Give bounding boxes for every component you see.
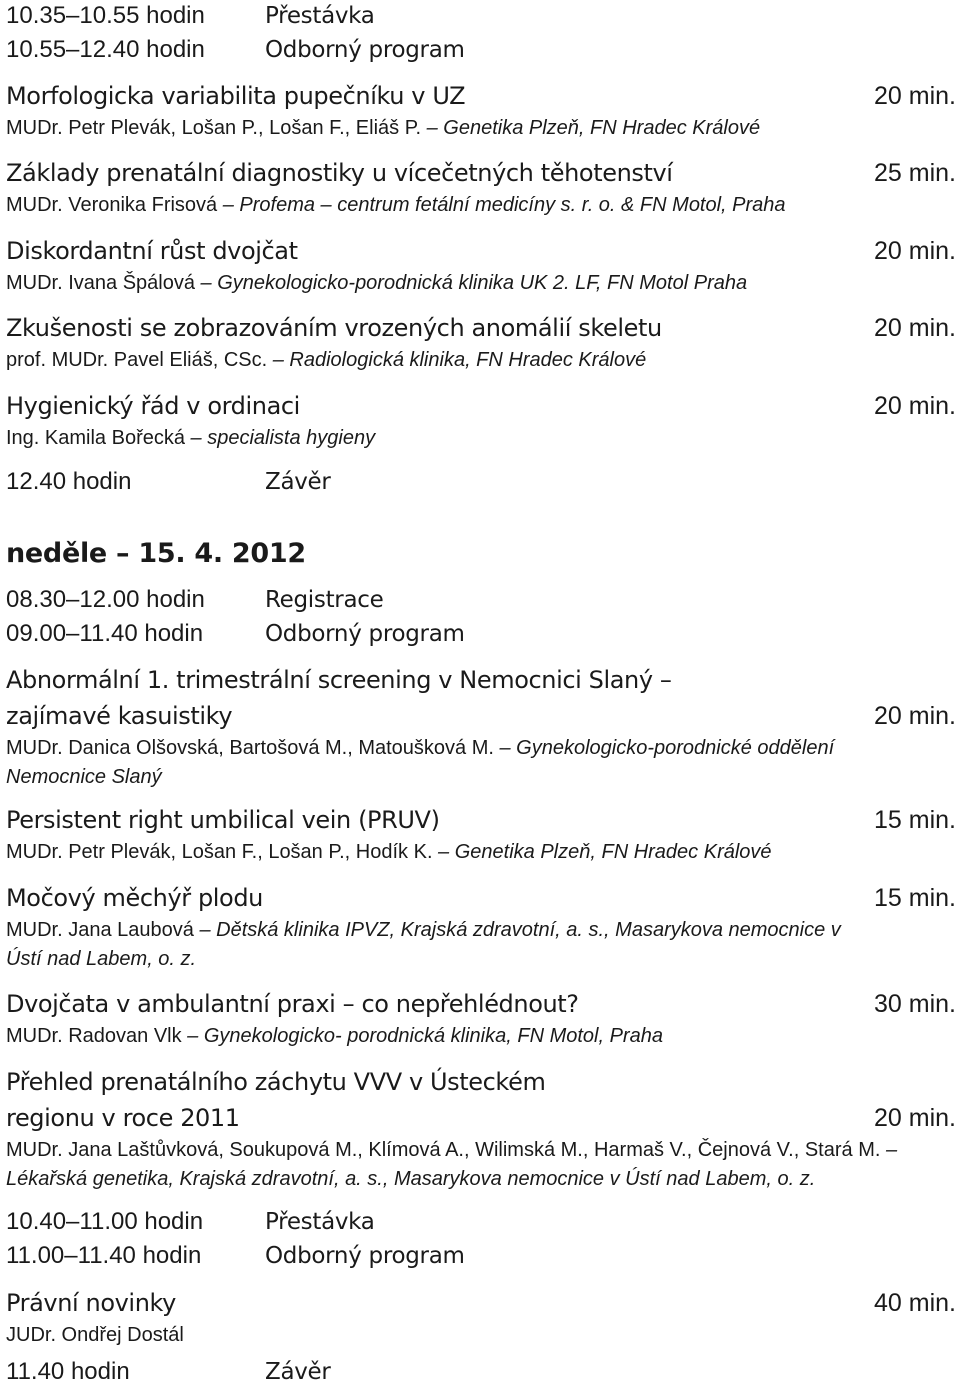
talk-duration: 20 min. [874,702,956,730]
talk-duration: 15 min. [874,806,956,834]
speaker-name: MUDr. Jana Laubová [6,919,194,941]
talk-duration: 20 min. [874,1104,956,1132]
talk-speaker [6,269,886,298]
talk-item [6,155,956,220]
talk-item [6,662,956,792]
talk-title: Abnormální 1. trimestrální screening v Nemocnici Slaný – zajímavé kasuistiky [6,666,672,730]
schedule-label: Závěr [265,1359,331,1385]
talk-duration: 25 min. [874,159,956,187]
schedule-label: Odborný program [265,37,465,63]
schedule-label: Závěr [265,469,331,495]
speaker-name: MUDr. Jana Laštůvková, Soukupová M., Klímová A., Wilimská M., Harmaš V., Čejnová V., Stará M. [6,1139,881,1161]
schedule-row [6,466,906,498]
talk-title: Močový měchýř plodu [6,884,263,912]
schedule-row [6,1356,906,1388]
schedule-time: 10.40–11.00 hodin [6,1208,204,1235]
talk-item [6,880,956,974]
speaker-affiliation: – Lékařská genetika, Krajská zdravotní, a. s., Masarykova nemocnice v Ústí nad Labem, o. z. [6,1139,898,1190]
talk-duration: 20 min. [874,82,956,110]
talk-speaker [6,114,886,143]
schedule-time: 12.40 hodin [6,468,132,495]
schedule-time: 10.35–10.55 hodin [6,2,205,29]
speaker-name: MUDr. Petr Plevák, Lošan P., Lošan F., Eliáš P. [6,117,422,139]
talk-item [6,310,956,375]
schedule-row [6,34,906,66]
speaker-affiliation: – Gynekologicko- porodnická klinika, FN Motol, Praha [181,1025,663,1047]
speaker-affiliation: – Profema – centrum fetální medicíny s. r. o. & FN Motol, Praha [217,194,786,216]
schedule-time: 08.30–12.00 hodin [6,586,205,613]
schedule-label: Přestávka [265,3,375,29]
talk-item [6,78,956,143]
talk-duration: 20 min. [874,392,956,420]
talk-item [6,1285,956,1350]
talk-speaker [6,916,866,974]
talk-item [6,986,956,1051]
speaker-name: MUDr. Ivana Špálová [6,272,195,294]
schedule-row [6,0,906,32]
speaker-name: MUDr. Veronika Frisová [6,194,218,216]
speaker-affiliation: – Gynekologicko-porodnická klinika UK 2. LF, FN Motol Praha [194,272,748,294]
talk-duration: 20 min. [874,314,956,342]
talk-item [6,802,956,867]
talk-speaker [6,191,886,220]
talk-duration: 20 min. [874,237,956,265]
talk-item [6,233,956,298]
speaker-affiliation: – specialista hygieny [184,427,376,449]
talk-speaker [6,424,886,453]
talk-duration: 40 min. [874,1289,956,1317]
schedule-label: Odborný program [265,1243,465,1269]
talk-item [6,1064,956,1194]
talk-title: Přehled prenatálního záchytu VVV v Ústeckém regionu v roce 2011 [6,1068,546,1132]
speaker-name: prof. MUDr. Pavel Eliáš, CSc. [6,349,268,371]
schedule-row [6,584,906,616]
talk-title: Persistent right umbilical vein (PRUV) [6,806,440,834]
speaker-name: MUDr. Danica Olšovská, Bartošová M., Matoušková M. [6,737,494,759]
schedule-row [6,1240,906,1272]
schedule-label: Odborný program [265,621,465,647]
talk-speaker [6,838,886,867]
talk-speaker [6,1321,886,1350]
speaker-name: MUDr. Petr Plevák, Lošan F., Lošan P., Hodík K. [6,841,433,863]
talk-title: Právní novinky [6,1289,176,1317]
talk-duration: 30 min. [874,990,956,1018]
talk-title: Morfologicka variabilita pupečníku v UZ [6,82,466,110]
schedule-row [6,618,906,650]
talk-title: Dvojčata v ambulantní praxi – co nepřehlédnout? [6,990,579,1018]
schedule-label: Přestávka [265,1209,375,1235]
speaker-name: MUDr. Radovan Vlk [6,1025,182,1047]
talk-speaker [6,1022,886,1051]
speaker-name: JUDr. Ondřej Dostál [6,1324,184,1346]
speaker-affiliation: – Genetika Plzeň, FN Hradec Králové [421,117,761,139]
speaker-name: Ing. Kamila Bořecká [6,427,185,449]
speaker-affiliation: – Dětská klinika IPVZ, Krajská zdravotní, a. s., Masarykova nemocnice v Ústí nad Labem, o. z. [6,919,841,970]
talk-title: Základy prenatální diagnostiky u vícečetných těhotenství [6,159,673,187]
talk-speaker [6,1136,951,1194]
talk-speaker [6,346,886,375]
schedule-label: Registrace [265,587,384,613]
talk-title: Zkušenosti se zobrazováním vrozených anomálií skeletu [6,314,662,342]
day-heading: neděle – 15. 4. 2012 [6,538,306,569]
schedule-time: 09.00–11.40 hodin [6,620,204,647]
talk-title: Diskordantní růst dvojčat [6,237,298,265]
schedule-time: 11.00–11.40 hodin [6,1242,202,1269]
schedule-time: 10.55–12.40 hodin [6,36,205,63]
talk-duration: 15 min. [874,884,956,912]
speaker-affiliation: – Genetika Plzeň, FN Hradec Králové [432,841,772,863]
talk-title: Hygienický řád v ordinaci [6,392,300,420]
schedule-time: 11.40 hodin [6,1358,130,1385]
speaker-affiliation: – Gynekologicko-porodnické oddělení Nemocnice Slaný [6,737,835,788]
speaker-affiliation: – Radiologická klinika, FN Hradec Králové [267,349,647,371]
schedule-row [6,1206,906,1238]
talk-item [6,388,956,453]
talk-speaker [6,734,846,792]
